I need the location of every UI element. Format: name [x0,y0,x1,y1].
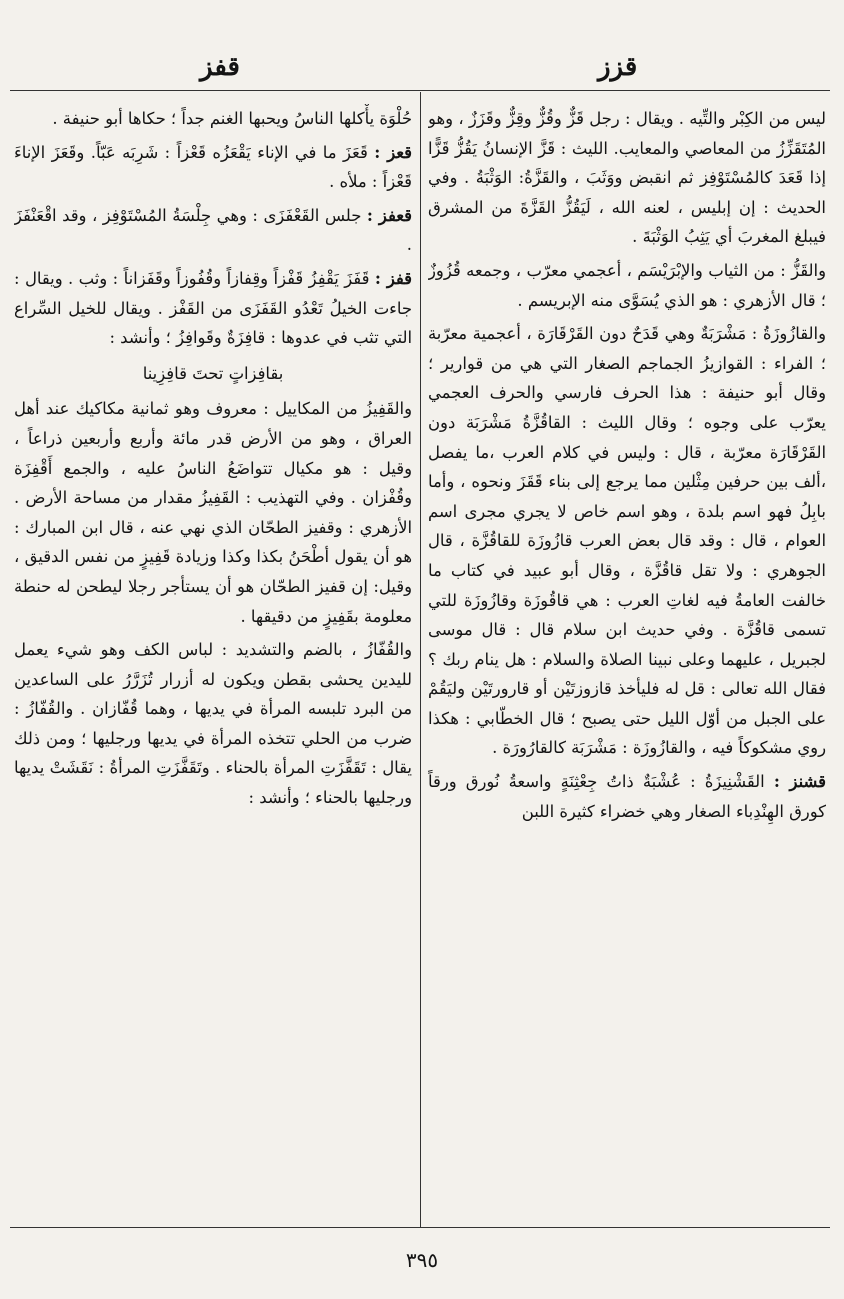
running-head-right: قزز [598,52,638,82]
top-rule [10,90,830,91]
verse-line: بقافِزاتٍ تحتَ قافِزِينا [142,363,284,383]
entry-text: قَفَزَ يَقْفِزُ قَفْزاً وقِفازاً وقُفُوزاً وقَفَزاناً : وثب . ويقال : جاءت الخيلُ تَعْدُو القَفَزَى من القَفْز . ويقال للخيل السِّراع التي تثب في عدوها : قافِزَةٌ وقَوافِزُ ؛ وأنشد : [14,268,412,348]
dictionary-entry [428,256,826,315]
entry-text: والقَزُّ : من الثياب والإبْرَيْسَم ، أعجمي معرّب ، وجمعه قُزُوزٌ ؛ قال الأزهري : هو الذي يُسَوَّى منه الإبريسم . [428,260,826,310]
page-number: ٣٩٥ [405,1248,439,1272]
bottom-rule [10,1227,830,1228]
dictionary-entry [14,201,412,260]
entry-text: والقَفِيزُ من المكاييل : معروف وهو ثمانية مكاكيك عند أهل العراق ، وهو من الأرض قدر مائة وأربع وأربعين ذراعاً ، وقيل : هو مكيال تتواضَعُ الناسُ عليه ، والجمع أَقْفِزَة وقُفْزان . وفي التهذيب : القَفِيزُ مقدار من مساحة الأرض . الأزهري : وقفيز الطحّان الذي نهي عنه ، قال ابن المبارك : هو أن يقول أطْحَنُ بكذا وكذا وزيادة قَفِيزٍ من نفس الدقيق ، وقيل: إن قفيز الطحّان هو أن يستأجر رجلا ليطحن له حنطة معلومة بقَفِيزٍ من دقيقها . [14,399,412,626]
entry-headword: قفز : [374,268,412,288]
dictionary-entry [14,138,412,197]
entry-text: ليس من الكِبْر والتِّيه . ويقال : رجل قَزٌّ وقُزٌّ وقِزٌّ وقَزَزٌ ، وهو المُتَقَزِّزُ من المعاصي والمعايب. الليث : قَزَّ الإنسانُ يَقُزُّ قَزًّا إذا قَعَدَ كالمُسْتَوْفِز ثم انقبض ووَثَبَ ، والقَزَّةُ: الوَثْبَةُ . وفي الحديث : إن إبليس ، لعنه الله ، لَيَقُزُّ القَزَّةَ من المشرق فيبلغ المغربَ أي يَثِبُ الوَثْبَةَ . [428,109,826,247]
entry-text: جلس القَعْفَزَى : وهي جِلْسَةُ المُسْتَوْفِز ، وقد اقْعَنْفَزَ . [14,205,412,255]
dictionary-entry [428,767,826,826]
dictionary-entry [14,104,412,134]
entry-text: القَشْنِيزَةُ : عُشْبَةٌ ذاتُ جِعْثِنَةٍ واسعةُ نُورق ورقاً كورق الهِنْدِباء الصغار وهي خضراء كثيرة اللبن [428,772,826,821]
column-divider [420,92,421,1227]
dictionary-entry [428,104,826,252]
dictionary-entry [14,264,412,353]
entry-text: والقُفّازُ ، بالضم والتشديد : لباس الكف وهو شيء يعمل لليدين يحشى بقطن ويكون له أزرار تُزَرَّرُ على الساعدين من البرد تلبسه المرأة في يديها ، وهما قُفّازان . والقُفّازُ : ضرب من الحلي تتخذه المرأة في يديها ورجليها ؛ ومن ذلك يقال : تَقَفَّزَتِ المرأة بالحناء . وتَقَفَّزَتِ المرأةُ : نَقَشَتْ يديها ورجليها بالحناء ؛ وأنشد : [14,640,412,808]
right-column [428,104,826,1222]
entry-headword: قشنز : [773,772,826,792]
entry-text: قَعَزَ ما في الإناء يَقْعَزُه قَعْزاً : شَرِبَه عَبّاً. وقَعَزَ الإناءَ قَعْزاً : ملأه . [14,142,412,192]
left-column [14,104,412,1222]
dictionary-entry [14,394,412,631]
entry-headword: قعز : [374,142,412,162]
entry-text: والقازُوزَةُ : مَشْرَبَةٌ وهي قَدَحٌ دون القَرْقَارَة ، أعجمية معرّبة ؛ الفراء : القوازيزُ الجماجم الصغار التي هي من قوارير ؛ وقال أبو حنيفة : هذا الحرف فارسي والحرف العجمي يعرّب على وجوه ؛ وقال الليث : القاقُزَّةُ مَشْرَبَة دون القَرْقَارَة معرّبة ، قال : وليس في كلام العرب ،ما يفصل ،ألف بين حرفين مِثْلين مما يرجع إلى بناء قَقَزَ ونحوه ، وأما بابِلُ فهو اسم بلدة ، وهو اسم خاص لا يجري مجرى اسم العوام ، قال : وقد قال بعض العرب قازُوزَة للقاقُزَّة ، قال الجوهري : ولا تقل قاقُزَّة ، وقال أبو عبيد في كتاب ما خالفت العامةُ فيه لغاتِ العرب : هي قاقُوزَة وقازُوزَة للتي تسمى قاقُزَّة . وفي حديث ابن سلام قال : قال موسى لجبريل ، عليهما وعلى نبينا الصلاة والسلام : هل ينام ربك ؟ فقال الله تعالى : قل له فليأخذ قازوزتَيْن أو قارورتَيْن وليَقُمْ على الجبل من أوّل الليل حتى يصبح ؛ قال الخطّابي : هكذا روي مشكوكاً فيه ، والقازُوزَة : مَشْرَبَة كالقارُورَة . [428,324,826,758]
entry-headword: قعفز : [366,205,412,225]
dictionary-entry [428,319,826,763]
dictionary-entry [14,635,412,813]
running-head-left: قفز [200,52,240,82]
entry-text: حُلْوَة يأْكلها الناسُ ويحبها الغنم جداً ؛ حكاها أبو حنيفة . [52,109,412,128]
